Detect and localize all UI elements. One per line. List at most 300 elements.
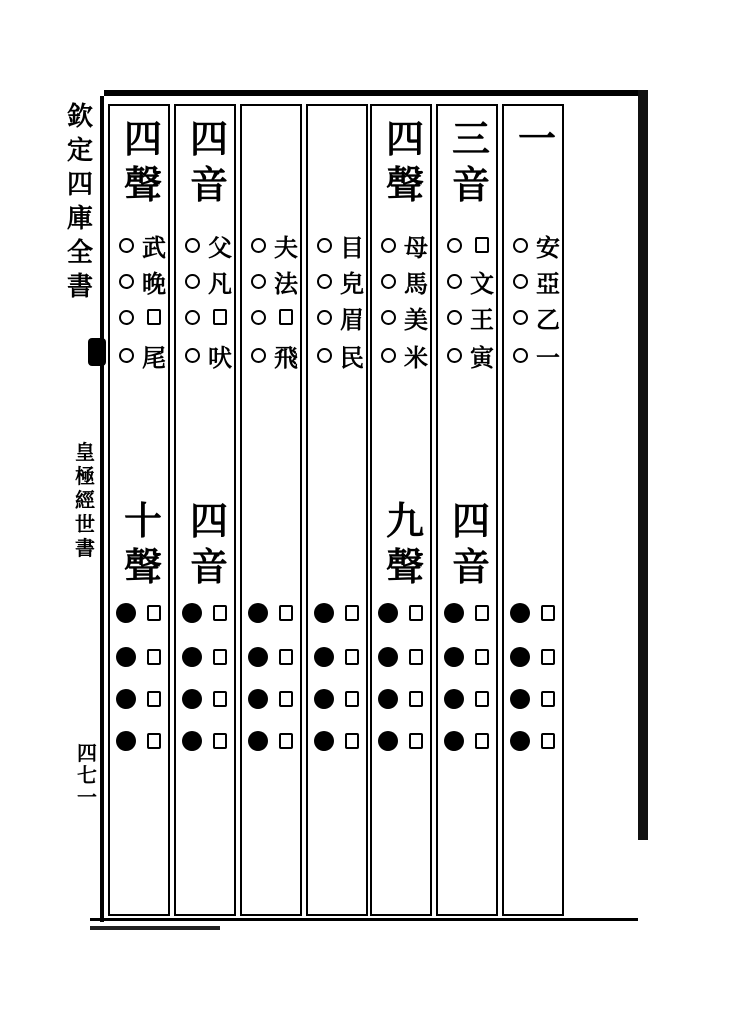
open-circle-shape bbox=[185, 348, 200, 363]
open-circle-icon bbox=[114, 348, 138, 363]
open-circle-icon bbox=[508, 310, 532, 325]
open-circle-shape bbox=[381, 238, 396, 253]
left-border bbox=[100, 96, 104, 922]
empty-box-shape bbox=[279, 691, 293, 707]
open-circle-icon bbox=[376, 348, 400, 363]
empty-box-shape bbox=[345, 605, 359, 621]
margin-title-char: 欽 bbox=[66, 102, 93, 132]
margin-title-char: 書 bbox=[66, 272, 93, 302]
filled-circle-icon bbox=[508, 647, 532, 667]
lower-row bbox=[180, 640, 236, 674]
lower-row bbox=[376, 596, 432, 630]
syllable-char: 吠 bbox=[208, 342, 232, 372]
margin-title-char: 庫 bbox=[66, 204, 93, 234]
filled-circle-shape bbox=[248, 689, 268, 709]
open-circle-shape bbox=[513, 310, 528, 325]
spine-title-char: 世 bbox=[75, 512, 95, 536]
open-circle-shape bbox=[119, 348, 134, 363]
upper-heading bbox=[182, 116, 236, 208]
empty-slot-icon bbox=[400, 649, 432, 665]
empty-slot-icon bbox=[138, 691, 170, 707]
filled-circle-shape bbox=[182, 689, 202, 709]
lower-row bbox=[442, 596, 498, 630]
empty-box-shape bbox=[475, 649, 489, 665]
heading-char: 音 bbox=[451, 544, 490, 589]
filled-circle-icon bbox=[442, 689, 466, 709]
filled-circle-icon bbox=[312, 647, 336, 667]
filled-circle-icon bbox=[114, 689, 138, 709]
lower-row bbox=[442, 682, 498, 716]
filled-circle-icon bbox=[180, 647, 204, 667]
open-circle-icon bbox=[246, 310, 270, 325]
open-circle-shape bbox=[381, 310, 396, 325]
upper-row bbox=[246, 228, 302, 262]
table-column bbox=[502, 104, 564, 916]
upper-heading bbox=[378, 116, 432, 208]
lower-row bbox=[246, 596, 302, 630]
filled-circle-shape bbox=[444, 689, 464, 709]
filled-circle-icon bbox=[114, 647, 138, 667]
filled-circle-icon bbox=[246, 689, 270, 709]
table-column bbox=[240, 104, 302, 916]
lower-heading bbox=[444, 498, 498, 590]
open-circle-shape bbox=[317, 348, 332, 363]
filled-circle-shape bbox=[182, 647, 202, 667]
empty-box-shape bbox=[147, 649, 161, 665]
empty-box-shape bbox=[409, 691, 423, 707]
spine-title bbox=[70, 440, 100, 560]
open-circle-icon bbox=[376, 238, 400, 253]
open-circle-shape bbox=[317, 310, 332, 325]
upper-heading bbox=[444, 116, 498, 208]
empty-box-shape bbox=[345, 649, 359, 665]
syllable-char: 皃 bbox=[340, 268, 364, 298]
filled-circle-shape bbox=[314, 731, 334, 751]
margin-title-char: 定 bbox=[66, 136, 93, 166]
table-column bbox=[108, 104, 170, 916]
lower-row bbox=[508, 640, 564, 674]
open-circle-shape bbox=[381, 274, 396, 289]
lower-row bbox=[312, 724, 368, 758]
heading-char: 四 bbox=[189, 116, 228, 161]
bottom-edge-mark bbox=[90, 926, 220, 930]
open-circle-shape bbox=[513, 274, 528, 289]
upper-row bbox=[312, 228, 368, 262]
lower-row bbox=[508, 724, 564, 758]
empty-slot-icon bbox=[204, 605, 236, 621]
heading-char: 三 bbox=[451, 116, 490, 161]
open-circle-shape bbox=[251, 348, 266, 363]
syllable-char: 晚 bbox=[142, 268, 166, 298]
syllable-char: 目 bbox=[340, 232, 364, 262]
filled-circle-icon bbox=[508, 689, 532, 709]
open-circle-shape bbox=[317, 274, 332, 289]
upper-heading bbox=[510, 116, 564, 162]
syllable-char: 凡 bbox=[208, 268, 232, 298]
filled-circle-icon bbox=[312, 603, 336, 623]
filled-circle-icon bbox=[180, 731, 204, 751]
heading-char: 四 bbox=[385, 116, 424, 161]
heading-char: 聲 bbox=[123, 544, 162, 589]
empty-box-shape bbox=[279, 649, 293, 665]
upper-row bbox=[312, 300, 368, 334]
open-circle-icon bbox=[442, 310, 466, 325]
upper-row bbox=[180, 228, 236, 262]
empty-slot-icon bbox=[466, 237, 498, 253]
filled-circle-shape bbox=[378, 647, 398, 667]
empty-slot-icon bbox=[466, 605, 498, 621]
upper-row bbox=[246, 338, 302, 372]
open-circle-icon bbox=[312, 310, 336, 325]
upper-row bbox=[312, 338, 368, 372]
table-column bbox=[370, 104, 432, 916]
empty-box-shape bbox=[279, 733, 293, 749]
empty-slot-icon bbox=[270, 733, 302, 749]
filled-circle-icon bbox=[376, 603, 400, 623]
upper-row bbox=[312, 264, 368, 298]
syllable-char: 武 bbox=[142, 232, 166, 262]
filled-circle-shape bbox=[248, 647, 268, 667]
filled-circle-icon bbox=[246, 731, 270, 751]
filled-circle-icon bbox=[114, 731, 138, 751]
open-circle-icon bbox=[180, 274, 204, 289]
upper-row bbox=[442, 228, 498, 262]
empty-box-shape bbox=[279, 605, 293, 621]
lower-row bbox=[376, 724, 432, 758]
upper-row bbox=[114, 338, 170, 372]
open-circle-shape bbox=[447, 310, 462, 325]
upper-row bbox=[508, 264, 564, 298]
upper-row bbox=[376, 228, 432, 262]
upper-row bbox=[442, 300, 498, 334]
lower-heading bbox=[116, 498, 170, 590]
lower-row bbox=[376, 640, 432, 674]
lower-heading bbox=[378, 498, 432, 590]
upper-row bbox=[442, 264, 498, 298]
empty-slot-icon bbox=[270, 605, 302, 621]
empty-slot-icon bbox=[204, 733, 236, 749]
syllable-char: 寅 bbox=[470, 342, 494, 372]
filled-circle-shape bbox=[510, 689, 530, 709]
margin-title-char: 全 bbox=[66, 238, 93, 268]
filled-circle-shape bbox=[510, 731, 530, 751]
open-circle-icon bbox=[442, 348, 466, 363]
empty-box-shape bbox=[475, 733, 489, 749]
syllable-char: 民 bbox=[340, 342, 364, 372]
open-circle-icon bbox=[376, 274, 400, 289]
heading-char: 聲 bbox=[385, 544, 424, 589]
open-circle-shape bbox=[119, 274, 134, 289]
filled-circle-shape bbox=[378, 731, 398, 751]
filled-circle-shape bbox=[314, 689, 334, 709]
open-circle-shape bbox=[119, 238, 134, 253]
filled-circle-shape bbox=[444, 603, 464, 623]
empty-box-shape bbox=[213, 691, 227, 707]
syllable-char: 安 bbox=[536, 232, 560, 262]
empty-slot-icon bbox=[270, 309, 302, 325]
syllable-char: 王 bbox=[470, 304, 494, 334]
empty-slot-icon bbox=[532, 691, 564, 707]
empty-slot-icon bbox=[336, 649, 368, 665]
syllable-char: 乙 bbox=[536, 304, 560, 334]
filled-circle-shape bbox=[314, 647, 334, 667]
open-circle-shape bbox=[513, 238, 528, 253]
open-circle-shape bbox=[513, 348, 528, 363]
syllable-char: 夫 bbox=[274, 232, 298, 262]
filled-circle-shape bbox=[182, 731, 202, 751]
empty-box-shape bbox=[345, 733, 359, 749]
filled-circle-icon bbox=[376, 647, 400, 667]
open-circle-shape bbox=[251, 274, 266, 289]
lower-row bbox=[114, 640, 170, 674]
syllable-char: 母 bbox=[404, 232, 428, 262]
empty-slot-icon bbox=[204, 691, 236, 707]
filled-circle-icon bbox=[180, 689, 204, 709]
open-circle-icon bbox=[508, 274, 532, 289]
upper-row bbox=[376, 338, 432, 372]
upper-row bbox=[376, 300, 432, 334]
open-circle-icon bbox=[442, 238, 466, 253]
open-circle-shape bbox=[447, 348, 462, 363]
heading-char: 聲 bbox=[123, 162, 162, 207]
open-circle-icon bbox=[180, 310, 204, 325]
filled-circle-shape bbox=[378, 603, 398, 623]
filled-circle-icon bbox=[508, 603, 532, 623]
filled-circle-icon bbox=[442, 647, 466, 667]
syllable-char: 飛 bbox=[274, 342, 298, 372]
empty-box-shape bbox=[409, 733, 423, 749]
empty-box-shape bbox=[147, 309, 161, 325]
open-circle-shape bbox=[185, 274, 200, 289]
lower-row bbox=[312, 596, 368, 630]
upper-row bbox=[508, 228, 564, 262]
page-number bbox=[72, 742, 102, 808]
heading-char: 十 bbox=[123, 498, 162, 543]
empty-slot-icon bbox=[400, 733, 432, 749]
empty-slot-icon bbox=[204, 309, 236, 325]
lower-row bbox=[508, 682, 564, 716]
table-column bbox=[436, 104, 498, 916]
upper-heading bbox=[116, 116, 170, 208]
empty-box-shape bbox=[475, 237, 489, 253]
filled-circle-shape bbox=[116, 647, 136, 667]
filled-circle-shape bbox=[444, 647, 464, 667]
empty-slot-icon bbox=[138, 649, 170, 665]
upper-row bbox=[442, 338, 498, 372]
spine-title-char: 書 bbox=[75, 536, 95, 560]
right-border bbox=[638, 90, 648, 840]
empty-box-shape bbox=[213, 733, 227, 749]
syllable-char: 一 bbox=[536, 342, 560, 372]
heading-char: 一 bbox=[517, 116, 556, 161]
lower-row bbox=[442, 640, 498, 674]
empty-slot-icon bbox=[336, 605, 368, 621]
lower-row bbox=[508, 596, 564, 630]
filled-circle-icon bbox=[312, 731, 336, 751]
open-circle-icon bbox=[180, 348, 204, 363]
upper-row bbox=[508, 300, 564, 334]
lower-row bbox=[246, 724, 302, 758]
empty-box-shape bbox=[541, 733, 555, 749]
empty-box-shape bbox=[475, 691, 489, 707]
upper-row bbox=[246, 300, 302, 334]
empty-box-shape bbox=[409, 605, 423, 621]
lower-heading bbox=[182, 498, 236, 590]
syllable-char: 美 bbox=[404, 304, 428, 334]
empty-slot-icon bbox=[270, 649, 302, 665]
open-circle-shape bbox=[251, 238, 266, 253]
margin-title-char: 四 bbox=[66, 170, 93, 200]
table-column bbox=[306, 104, 368, 916]
open-circle-icon bbox=[312, 238, 336, 253]
page-number-char: 七 bbox=[77, 763, 97, 787]
syllable-char: 眉 bbox=[340, 304, 364, 334]
bottom-border bbox=[90, 918, 638, 921]
heading-char: 聲 bbox=[385, 162, 424, 207]
filled-circle-icon bbox=[312, 689, 336, 709]
open-circle-icon bbox=[312, 348, 336, 363]
empty-box-shape bbox=[213, 309, 227, 325]
open-circle-icon bbox=[508, 348, 532, 363]
heading-char: 九 bbox=[385, 498, 424, 543]
upper-row bbox=[114, 228, 170, 262]
empty-slot-icon bbox=[138, 733, 170, 749]
lower-row bbox=[180, 724, 236, 758]
filled-circle-icon bbox=[376, 689, 400, 709]
lower-row bbox=[376, 682, 432, 716]
syllable-char: 尾 bbox=[142, 342, 166, 372]
filled-circle-shape bbox=[314, 603, 334, 623]
open-circle-icon bbox=[246, 238, 270, 253]
lower-row bbox=[246, 682, 302, 716]
upper-row bbox=[246, 264, 302, 298]
heading-char: 音 bbox=[451, 162, 490, 207]
filled-circle-shape bbox=[444, 731, 464, 751]
filled-circle-shape bbox=[248, 731, 268, 751]
empty-box-shape bbox=[541, 649, 555, 665]
empty-slot-icon bbox=[138, 309, 170, 325]
lower-row bbox=[114, 596, 170, 630]
empty-box-shape bbox=[409, 649, 423, 665]
open-circle-shape bbox=[381, 348, 396, 363]
filled-circle-icon bbox=[442, 731, 466, 751]
heading-char: 音 bbox=[189, 162, 228, 207]
empty-slot-icon bbox=[336, 691, 368, 707]
filled-circle-shape bbox=[116, 603, 136, 623]
filled-circle-icon bbox=[508, 731, 532, 751]
upper-row bbox=[114, 264, 170, 298]
filled-circle-icon bbox=[180, 603, 204, 623]
empty-slot-icon bbox=[400, 691, 432, 707]
page-number-char: 一 bbox=[77, 785, 97, 809]
spine-title-char: 經 bbox=[75, 488, 95, 512]
open-circle-shape bbox=[119, 310, 134, 325]
heading-char: 四 bbox=[189, 498, 228, 543]
lower-row bbox=[312, 640, 368, 674]
filled-circle-icon bbox=[246, 603, 270, 623]
empty-box-shape bbox=[345, 691, 359, 707]
empty-slot-icon bbox=[138, 605, 170, 621]
upper-row bbox=[114, 300, 170, 334]
spine-title-char: 皇 bbox=[75, 440, 95, 464]
empty-slot-icon bbox=[532, 733, 564, 749]
open-circle-shape bbox=[317, 238, 332, 253]
open-circle-icon bbox=[442, 274, 466, 289]
empty-box-shape bbox=[147, 691, 161, 707]
filled-circle-icon bbox=[114, 603, 138, 623]
open-circle-shape bbox=[447, 238, 462, 253]
upper-row bbox=[376, 264, 432, 298]
empty-slot-icon bbox=[270, 691, 302, 707]
empty-slot-icon bbox=[532, 649, 564, 665]
empty-box-shape bbox=[475, 605, 489, 621]
open-circle-shape bbox=[447, 274, 462, 289]
empty-slot-icon bbox=[466, 733, 498, 749]
upper-row bbox=[508, 338, 564, 372]
empty-slot-icon bbox=[336, 733, 368, 749]
open-circle-icon bbox=[114, 238, 138, 253]
open-circle-icon bbox=[246, 348, 270, 363]
open-circle-shape bbox=[185, 238, 200, 253]
margin-title bbox=[60, 100, 100, 340]
open-circle-icon bbox=[508, 238, 532, 253]
open-circle-shape bbox=[185, 310, 200, 325]
empty-box-shape bbox=[213, 649, 227, 665]
filled-circle-icon bbox=[442, 603, 466, 623]
upper-row bbox=[180, 300, 236, 334]
open-circle-icon bbox=[114, 274, 138, 289]
filled-circle-icon bbox=[246, 647, 270, 667]
heading-char: 音 bbox=[189, 544, 228, 589]
lower-row bbox=[114, 682, 170, 716]
empty-box-shape bbox=[147, 605, 161, 621]
empty-box-shape bbox=[213, 605, 227, 621]
lower-row bbox=[180, 596, 236, 630]
filled-circle-shape bbox=[378, 689, 398, 709]
filled-circle-shape bbox=[510, 647, 530, 667]
filled-circle-icon bbox=[376, 731, 400, 751]
open-circle-icon bbox=[180, 238, 204, 253]
open-circle-icon bbox=[376, 310, 400, 325]
lower-row bbox=[180, 682, 236, 716]
lower-row bbox=[246, 640, 302, 674]
filled-circle-shape bbox=[116, 689, 136, 709]
empty-box-shape bbox=[147, 733, 161, 749]
empty-box-shape bbox=[541, 691, 555, 707]
filled-circle-shape bbox=[182, 603, 202, 623]
lower-row bbox=[114, 724, 170, 758]
syllable-char: 米 bbox=[404, 342, 428, 372]
empty-slot-icon bbox=[466, 649, 498, 665]
open-circle-icon bbox=[246, 274, 270, 289]
filled-circle-shape bbox=[510, 603, 530, 623]
syllable-char: 父 bbox=[208, 232, 232, 262]
upper-row bbox=[180, 264, 236, 298]
spine-title-char: 極 bbox=[75, 464, 95, 488]
filled-circle-shape bbox=[248, 603, 268, 623]
table-column bbox=[174, 104, 236, 916]
syllable-char: 馬 bbox=[404, 268, 428, 298]
lower-row bbox=[442, 724, 498, 758]
top-border bbox=[104, 90, 646, 96]
empty-slot-icon bbox=[466, 691, 498, 707]
lower-row bbox=[312, 682, 368, 716]
upper-row bbox=[180, 338, 236, 372]
heading-char: 四 bbox=[123, 116, 162, 161]
filled-circle-shape bbox=[116, 731, 136, 751]
empty-slot-icon bbox=[204, 649, 236, 665]
empty-slot-icon bbox=[532, 605, 564, 621]
